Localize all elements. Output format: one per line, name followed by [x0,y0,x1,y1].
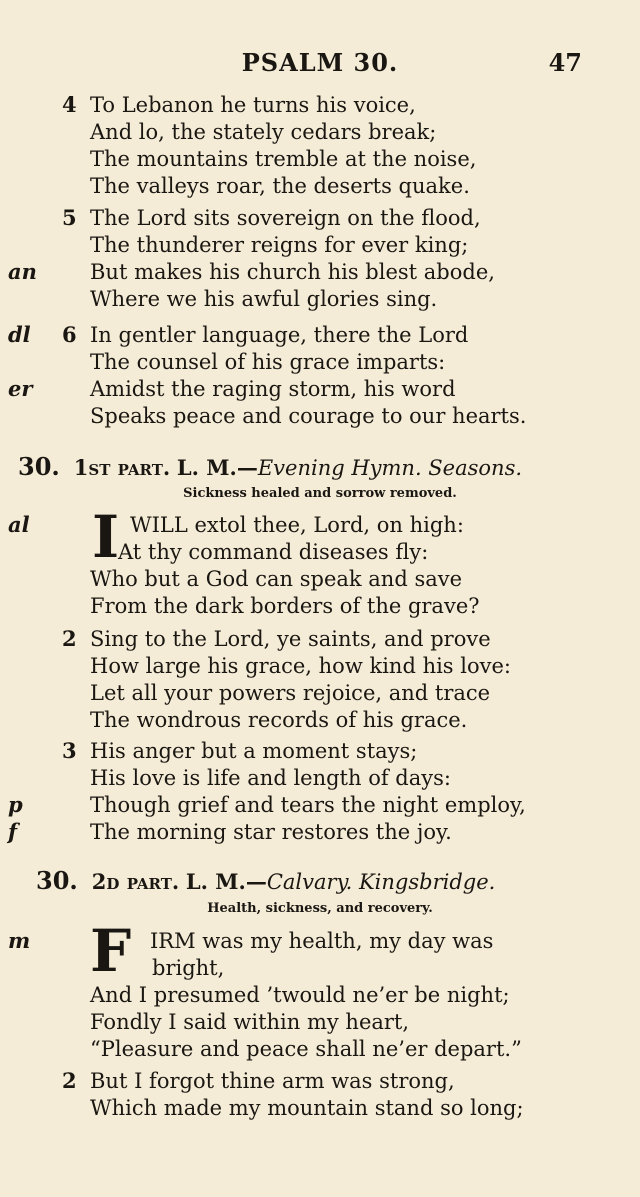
hymn-heading [36,868,495,895]
verse-line: How large his grace, how kind his love: [90,654,511,678]
verse-line: But makes his church his blest abode, [90,260,495,284]
drop-cap: F [90,917,132,985]
verse-number: 6 [62,322,77,347]
verse-line: Let all your powers rejoice, and trace [90,681,491,705]
verse-line: WILL extol thee, Lord, on high: [130,513,464,537]
hymn-number: 30. [36,866,78,895]
verse-line: The mountains tremble at the noise, [90,147,477,171]
drop-cap: I [92,503,120,571]
hymn-meter: L. M.— [176,455,258,480]
hymn-part: 1st part. [73,455,171,480]
verse-line: Who but a God can speak and save [90,567,463,591]
verse-line: His anger but a moment stays; [90,739,418,763]
hymn-heading [18,454,522,481]
verse-line: Amidst the raging storm, his word [90,377,456,401]
verse-line: From the dark borders of the grave? [90,594,480,618]
verse-line: But I forgot thine arm was strong, [90,1069,455,1093]
verse-line: And lo, the stately cedars break; [90,120,437,144]
verse-line: In gentler language, there the Lord [90,323,469,347]
hymn-number: 30. [18,452,60,481]
hymn-part: 2d part. [91,869,180,894]
hymn-subtitle: Health, sickness, and recovery. [207,901,433,916]
margin-note: al [8,512,30,537]
verse-line: Which made my mountain stand so long; [90,1096,524,1120]
margin-note: er [8,376,33,401]
verse-line: The thunderer reigns for ever king; [90,233,469,257]
verse-line: The Lord sits sovereign on the flood, [90,206,481,230]
hymn-tunes: Evening Hymn. Seasons. [257,456,523,480]
margin-note: m [8,928,31,953]
verse-line: And I presumed ’twould ne’er be night; [90,983,510,1007]
verse-number: 3 [62,738,77,763]
verse-line: At thy command diseases fly: [118,540,429,564]
page-title: PSALM 30. [241,48,399,77]
hymn-meter: L. M.— [185,869,267,894]
hymn-subtitle: Sickness healed and sorrow removed. [183,486,457,501]
verse-line: bright, [152,956,225,980]
verse-line: Where we his awful glories sing. [90,287,438,311]
verse-number: 5 [62,205,77,230]
margin-note: an [8,259,37,284]
verse-number: 2 [62,626,77,651]
margin-note: p [8,792,23,817]
verse-line: Speaks peace and courage to our hearts. [90,404,527,428]
verse-line: The morning star restores the joy. [90,820,452,844]
margin-note: dl [8,322,31,347]
verse-line: IRM was my health, my day was [150,929,494,953]
page-number: 47 [548,48,582,77]
verse-line: “Pleasure and peace shall ne’er depart.” [90,1037,522,1061]
verse-line: Sing to the Lord, ye saints, and prove [90,627,491,651]
verse-line: Fondly I said within my heart, [90,1010,410,1034]
verse-number: 2 [62,1068,77,1093]
verse-line: His love is life and length of days: [90,766,451,790]
margin-note: f [8,819,18,844]
verse-line: Though grief and tears the night employ, [90,793,526,817]
verse-line: The wondrous records of his grace. [90,708,468,732]
verse-line: To Lebanon he turns his voice, [90,93,416,117]
verse-line: The valleys roar, the deserts quake. [90,174,470,198]
verse-number: 4 [62,92,77,117]
hymn-tunes: Calvary. Kingsbridge. [266,870,496,894]
verse-line: The counsel of his grace imparts: [90,350,446,374]
